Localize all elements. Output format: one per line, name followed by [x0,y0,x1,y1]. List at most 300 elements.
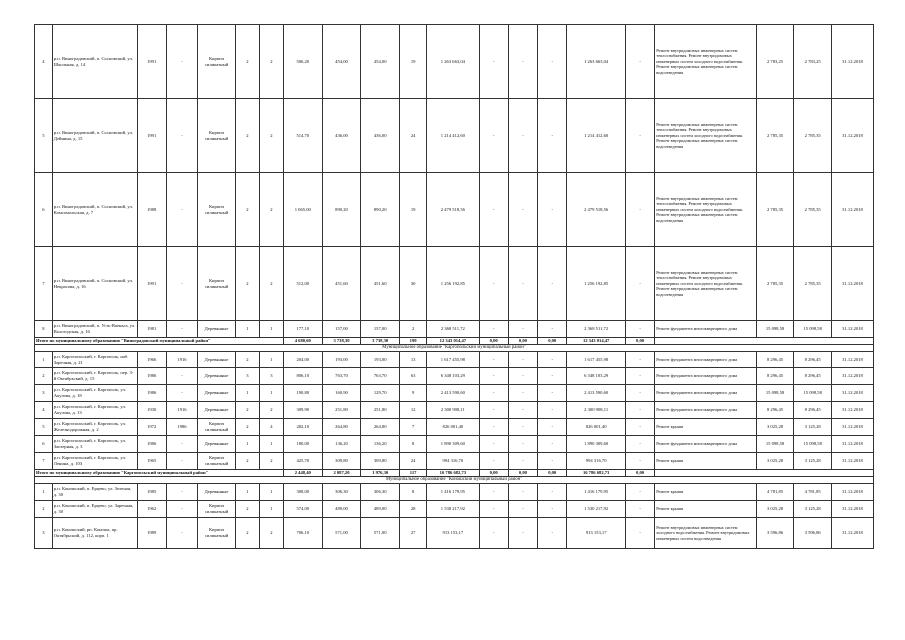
cell-c5: - [625,518,654,549]
cell-ent: 2 [259,453,283,470]
cell-u2: 2 785,35 [794,173,832,247]
cell-a2: 193,00 [322,352,361,368]
cell-c2: - [508,518,537,549]
cell-cost: 1 530 217,92 [427,501,479,518]
cell-works: Ремонт внутридомовых инженерных систем теплоснабжения. Ремонт внутридомовых инженерных систем холодного водоснабжения. Ремонт внутридомовых инженерных систем водоотведения [655,173,756,247]
cell-works: Ремонт внутридомовых инженерных систем холодного водоснабжения. Ремонт внутридомовых инженерных систем водоотведения [655,518,756,549]
cell-c2: - [508,173,537,247]
cell-a1: 309,90 [283,402,322,419]
cell-date: 31.12.2018 [832,385,874,402]
total-a2: 2 087,20 [322,470,361,477]
cell-c3: - [538,436,567,453]
cell-fl: 2 [235,25,259,99]
cell-mat: Кирпич силикатный [198,247,236,321]
cell-y2: - [166,484,197,501]
cell-y2: - [166,321,197,338]
cell-works: Ремонт фундамента многоквартирного дома [655,368,756,385]
cell-works: Ремонт фундамента многоквартирного дома [655,436,756,453]
cell-n: 7 [35,453,53,470]
cell-n: 6 [35,436,53,453]
total-c5: 0,00 [625,470,654,477]
total-c3: 0,00 [538,470,567,477]
cell-addr: р.п. Коношский, п. Ерцево, ул. Зеленая, д. 30 [52,484,137,501]
cell-res: 19 [400,173,427,247]
cell-fl: 1 [235,484,259,501]
cell-c2: - [508,99,537,173]
cell-c1: - [479,173,508,247]
cell-a3: 264,80 [361,419,400,436]
cell-u2: 4 781,85 [794,484,832,501]
cell-u1: 2 785,35 [756,173,794,247]
cell-u2: 8 296,45 [794,352,832,368]
cell-mat: Кирпич силикатный [198,419,236,436]
cell-c3: - [538,25,567,99]
cell-c4: 2 479 518,56 [567,173,626,247]
cell-c5: - [625,99,654,173]
cell-u1: 3 025,28 [756,501,794,518]
cell-fl: 2 [235,501,259,518]
cell-year: 1986 [137,368,166,385]
cell-c1: - [479,402,508,419]
cell-ent: 2 [259,99,283,173]
cell-c3: - [538,402,567,419]
cell-fl: 1 [235,385,259,402]
cell-mat: Деревянные [198,385,236,402]
cell-c1: - [479,484,508,501]
cell-c4: 1 263 663,04 [567,25,626,99]
cell-c3: - [538,419,567,436]
cell-date: 31.12.2018 [832,518,874,549]
cell-c2: - [508,402,537,419]
cell-date: 31.12.2018 [832,352,874,368]
cell-res: 7 [400,419,427,436]
cell-y2: 1986 [166,419,197,436]
cell-u2: 2 785,35 [794,99,832,173]
cell-ent: 2 [259,25,283,99]
cell-a2: 157,00 [322,321,361,338]
cell-c2: - [508,501,537,518]
cell-y2: 1916 [166,352,197,368]
cell-c1: - [479,247,508,321]
cell-res: 30 [400,247,427,321]
table-row [35,173,874,247]
cell-addr: р.п. Виноградовский, п. Усть-Ваеньга, ул. Вологодская, д. 16 [52,321,137,338]
cell-addr: р.п. Каргопольский, г. Каргополь, пер. 3-й Октябрьский, д. 15 [52,368,137,385]
cell-a2: 454,00 [322,25,361,99]
cell-u1: 3 025,28 [756,453,794,470]
cell-u1: 15 098,58 [756,385,794,402]
cell-n: 5 [35,99,53,173]
cell-u1: 3 596,86 [756,518,794,549]
cell-a1: 706,10 [283,518,322,549]
cell-a2: 136,20 [322,436,361,453]
cell-fl: 2 [235,453,259,470]
cell-u1: 2 783,25 [756,25,794,99]
cell-n: 5 [35,419,53,436]
total-c1: 0,00 [479,470,508,477]
cell-u2: 3 125,28 [794,453,832,470]
cell-addr: р.п. Каргопольский, г. Каргополь, ул. Акулова, д. 18 [52,385,137,402]
cell-c4: 826 001,40 [567,419,626,436]
cell-a2: 306,30 [322,484,361,501]
total-c2: 0,00 [508,338,537,345]
cell-c5: - [625,419,654,436]
cell-c5: - [625,368,654,385]
cell-fl: 1 [235,436,259,453]
table-row [35,518,874,549]
cell-c2: - [508,484,537,501]
cell-a1: 204,00 [283,352,322,368]
cell-u2: 15 098,58 [794,321,832,338]
cell-a1: 1 065,00 [283,173,322,247]
cell-cost: 1 890 309,60 [427,436,479,453]
cell-works: Ремонт внутридомовых инженерных систем теплоснабжения. Ремонт внутридомовых инженерных систем холодного водоснабжения. Ремонт внутридомовых инженерных систем водоотведения [655,99,756,173]
cell-cost: 2 368 511,72 [427,321,479,338]
cell-a2: 160,90 [322,385,361,402]
cell-n: 4 [35,25,53,99]
cell-a1: 506,20 [283,25,322,99]
cell-u1: 15 098,58 [756,436,794,453]
cell-u2: 15 098,58 [794,385,832,402]
table-row [35,501,874,518]
cell-c2: - [508,453,537,470]
cell-date: 31.12.2018 [832,436,874,453]
cell-addr: р.п. Каргопольский, г. Каргополь, наб. Заречная, д. 21 [52,352,137,368]
cell-a3: 136,20 [361,436,400,453]
cell-a2: 890,20 [322,173,361,247]
cell-a2: 451,60 [322,247,361,321]
cell-c1: - [479,436,508,453]
cell-n: 2 [35,368,53,385]
total-c2: 0,00 [508,470,537,477]
cell-ent: 1 [259,436,283,453]
cell-ent: 1 [259,352,283,368]
cell-date: 31.12.2018 [832,501,874,518]
cell-u2: 15 098,58 [794,436,832,453]
cell-c4: 6 348 103,29 [567,368,626,385]
cell-mat: Кирпич силикатный [198,518,236,549]
cell-c3: - [538,484,567,501]
cell-year: 1965 [137,453,166,470]
cell-c1: - [479,321,508,338]
cell-u1: 8 296,45 [756,352,794,368]
cell-ent: 2 [259,247,283,321]
table-row [35,368,874,385]
cell-c2: - [508,25,537,99]
cell-a3: 251,80 [361,402,400,419]
cell-date: 31.12.2018 [832,419,874,436]
cell-works: Ремонт фундамента многоквартирного дома [655,352,756,368]
cell-addr: р.п. Виноградовский, п. Сосновский, ул. Некрасова, д. 16 [52,247,137,321]
cell-fl: 2 [235,419,259,436]
cell-res: 63 [400,368,427,385]
cell-n: 4 [35,402,53,419]
cell-n: 8 [35,321,53,338]
table-row [35,99,874,173]
total-res: 117 [400,470,427,477]
cell-a3: 193,00 [361,352,400,368]
cell-n: 6 [35,173,53,247]
cell-n: 7 [35,247,53,321]
cell-fl: 2 [235,247,259,321]
total-c5: 0,00 [625,338,654,345]
cell-c5: - [625,436,654,453]
cell-c5: - [625,173,654,247]
cell-mat: Кирпич силикатный [198,99,236,173]
cell-fl: 2 [235,352,259,368]
cell-res: 27 [400,518,427,549]
cell-u2: 3 596,86 [794,518,832,549]
cell-u2: 8 296,45 [794,402,832,419]
section-header-row [35,345,874,352]
total-a1: 4 680,60 [283,338,322,345]
cell-year: 1991 [137,247,166,321]
cell-mat: Деревянные [198,484,236,501]
cell-c4: 1 530 217,92 [567,501,626,518]
total-c3: 0,00 [538,338,567,345]
cell-c5: - [625,501,654,518]
cell-date: 31.12.2018 [832,247,874,321]
cell-y2: - [166,453,197,470]
cell-year: 1988 [137,173,166,247]
cell-y2: - [166,518,197,549]
cell-mat: Кирпич силикатный [198,501,236,518]
cell-ent: 2 [259,518,283,549]
cell-c1: - [479,419,508,436]
cell-n: 2 [35,501,53,518]
cell-c4: 994 316,70 [567,453,626,470]
total-filler [655,470,874,477]
cell-mat: Деревянные [198,368,236,385]
cell-c3: - [538,385,567,402]
cell-n: 1 [35,484,53,501]
cell-addr: р.п. Каргопольский, г. Каргополь, ул. Железнодорожная, д. 2 [52,419,137,436]
cell-year: 1972 [137,419,166,436]
cell-a3: 763,70 [361,368,400,385]
cell-addr: р.п. Коношский, рп. Коноша, пр. Октябрьский, д. 112, корп. 1 [52,518,137,549]
cell-works: Ремонт крыши [655,453,756,470]
cell-a1: 190,80 [283,385,322,402]
cell-works: Ремонт крыши [655,484,756,501]
cell-c3: - [538,352,567,368]
cell-works: Ремонт фундамента многоквартирного дома [655,321,756,338]
cell-u2: 2 785,35 [794,247,832,321]
total-label: Итого по муниципальному образованию "Каргопольский муниципальный район" [35,470,284,477]
cell-c2: - [508,321,537,338]
cell-c4: 2 300 908,11 [567,402,626,419]
cell-year: 1991 [137,99,166,173]
cell-c4: 1 214 412,60 [567,99,626,173]
cell-mat: Деревянные [198,352,236,368]
cell-year: 1986 [137,385,166,402]
cell-y2: 1916 [166,402,197,419]
cell-c4: 2 413 590,60 [567,385,626,402]
cell-mat: Кирпич силикатный [198,173,236,247]
cell-c4: 1 890 309,60 [567,436,626,453]
total-c4: 16 786 682,73 [567,470,626,477]
cell-works: Ремонт внутридомовых инженерных систем теплоснабжения. Ремонт внутридомовых инженерных систем холодного водоснабжения. Ремонт внутридомовых инженерных систем водоотведения [655,25,756,99]
cell-a1: 308,00 [283,484,322,501]
cell-cost: 2 300 908,11 [427,402,479,419]
cell-addr: р.п. Виноградовский, п. Сосновский, ул. Школьная, д. 14 [52,25,137,99]
cell-u2: 2 783,25 [794,25,832,99]
table-row [35,247,874,321]
cell-ent: 1 [259,484,283,501]
cell-works: Ремонт крыши [655,501,756,518]
cell-year: 1985 [137,484,166,501]
cell-c5: - [625,385,654,402]
table-row [35,419,874,436]
cell-a2: 489,00 [322,501,361,518]
cell-c5: - [625,484,654,501]
cell-u1: 8 296,45 [756,368,794,385]
cell-date: 31.12.2018 [832,99,874,173]
cell-addr: р.п. Виноградовский, п. Сосновский, ул. Комсомольская, д. 7 [52,173,137,247]
cell-ent: 3 [259,368,283,385]
cell-a3: 489,00 [361,501,400,518]
cell-works: Ремонт крыши [655,419,756,436]
cell-mat: Деревянные [198,402,236,419]
total-filler [655,338,874,345]
cell-ent: 1 [259,501,283,518]
cell-n: 3 [35,518,53,549]
cell-a3: 157,00 [361,321,400,338]
cell-addr: р.п. Коношский, п. Ерцево, ул. Заречная, д. 30 [52,501,137,518]
total-label: Итого по муниципальному образованию "Виноградовский муниципальный район" [35,338,284,345]
cell-c5: - [625,25,654,99]
table-row [35,385,874,402]
table-row [35,321,874,338]
cell-fl: 3 [235,368,259,385]
cell-ent: 2 [259,173,283,247]
cell-date: 31.12.2018 [832,453,874,470]
cell-a1: 180,00 [283,436,322,453]
total-a3: 3 738,30 [361,338,400,345]
total-a1: 2 448,40 [283,470,322,477]
cell-ent: 1 [259,321,283,338]
cell-year: 1966 [137,352,166,368]
cell-y2: - [166,247,197,321]
cell-c3: - [538,368,567,385]
cell-addr: р.п. Каргопольский, г. Каргополь, ул. Ленина, д. 103 [52,453,137,470]
cell-a1: 177,10 [283,321,322,338]
cell-c2: - [508,247,537,321]
table-row [35,436,874,453]
cell-u2: 8 296,45 [794,368,832,385]
cell-cost: 913 153,17 [427,518,479,549]
cell-fl: 2 [235,402,259,419]
cell-u1: 3 025,28 [756,419,794,436]
total-res: 199 [400,338,427,345]
cell-a1: 574,00 [283,501,322,518]
cell-a1: 512,00 [283,247,322,321]
cell-c4: 913 153,17 [567,518,626,549]
cell-c1: - [479,99,508,173]
cell-c5: - [625,402,654,419]
cell-c1: - [479,25,508,99]
cell-date: 31.12.2018 [832,173,874,247]
cell-y2: - [166,368,197,385]
total-row [35,338,874,345]
cell-mat: Деревянные [198,321,236,338]
cell-a3: 890,20 [361,173,400,247]
cell-fl: 2 [235,99,259,173]
cell-n: 1 [35,352,53,368]
cell-fl: 2 [235,518,259,549]
table-row [35,25,874,99]
cell-c3: - [538,453,567,470]
cell-year: 1989 [137,518,166,549]
cell-year: 1930 [137,402,166,419]
cell-y2: - [166,385,197,402]
cell-u2: 3 125,28 [794,419,832,436]
cell-a2: 436,00 [322,99,361,173]
cell-res: 8 [400,436,427,453]
cell-c2: - [508,385,537,402]
cell-a1: 425,70 [283,453,322,470]
cell-a3: 451,60 [361,247,400,321]
cell-y2: - [166,436,197,453]
register-document [34,24,874,549]
cell-res: 19 [400,25,427,99]
cell-c3: - [538,247,567,321]
cell-cost: 1 416 179,95 [427,484,479,501]
cell-a2: 571,00 [322,518,361,549]
cell-y2: - [166,25,197,99]
cell-fl: 2 [235,173,259,247]
cell-u1: 4 781,85 [756,484,794,501]
cell-date: 31.12.2018 [832,321,874,338]
section-title: Муниципальное образование "Каргопольский муниципальный район" [35,345,874,352]
cell-c5: - [625,321,654,338]
cell-res: 9 [400,385,427,402]
cell-works: Ремонт фундамента многоквартирного дома [655,402,756,419]
cell-a3: 571,00 [361,518,400,549]
cell-date: 31.12.2018 [832,25,874,99]
cell-c1: - [479,352,508,368]
cell-c3: - [538,321,567,338]
cell-year: 1986 [137,436,166,453]
section-header-row [35,477,874,484]
cell-works: Ремонт внутридомовых инженерных систем теплоснабжения. Ремонт внутридомовых инженерных систем холодного водоснабжения. Ремонт внутридомовых инженерных систем водоотведения [655,247,756,321]
cell-a2: 763,70 [322,368,361,385]
cell-a3: 129,70 [361,385,400,402]
cell-c1: - [479,501,508,518]
table-row [35,352,874,368]
total-c4: 12 343 014,47 [567,338,626,345]
cell-res: 24 [400,99,427,173]
total-a3: 1 976,30 [361,470,400,477]
cell-ent: 1 [259,385,283,402]
cell-a3: 436,00 [361,99,400,173]
cell-cost: 1 256 192,85 [427,247,479,321]
cell-ent: 4 [259,419,283,436]
cell-fl: 1 [235,321,259,338]
cell-a1: 806,10 [283,368,322,385]
cell-res: 12 [400,402,427,419]
cell-year: 1991 [137,25,166,99]
cell-cost: 2 479 518,56 [427,173,479,247]
cell-date: 31.12.2018 [832,484,874,501]
cell-res: 8 [400,484,427,501]
cell-u1: 15 098,58 [756,321,794,338]
cell-a1: 282,10 [283,419,322,436]
cell-c5: - [625,352,654,368]
cell-addr: р.п. Виноградовский, п. Сосновский, ул. Дейнина, д. 15 [52,99,137,173]
cell-a2: 251,80 [322,402,361,419]
table-row [35,402,874,419]
cell-cost: 1 214 412,60 [427,99,479,173]
